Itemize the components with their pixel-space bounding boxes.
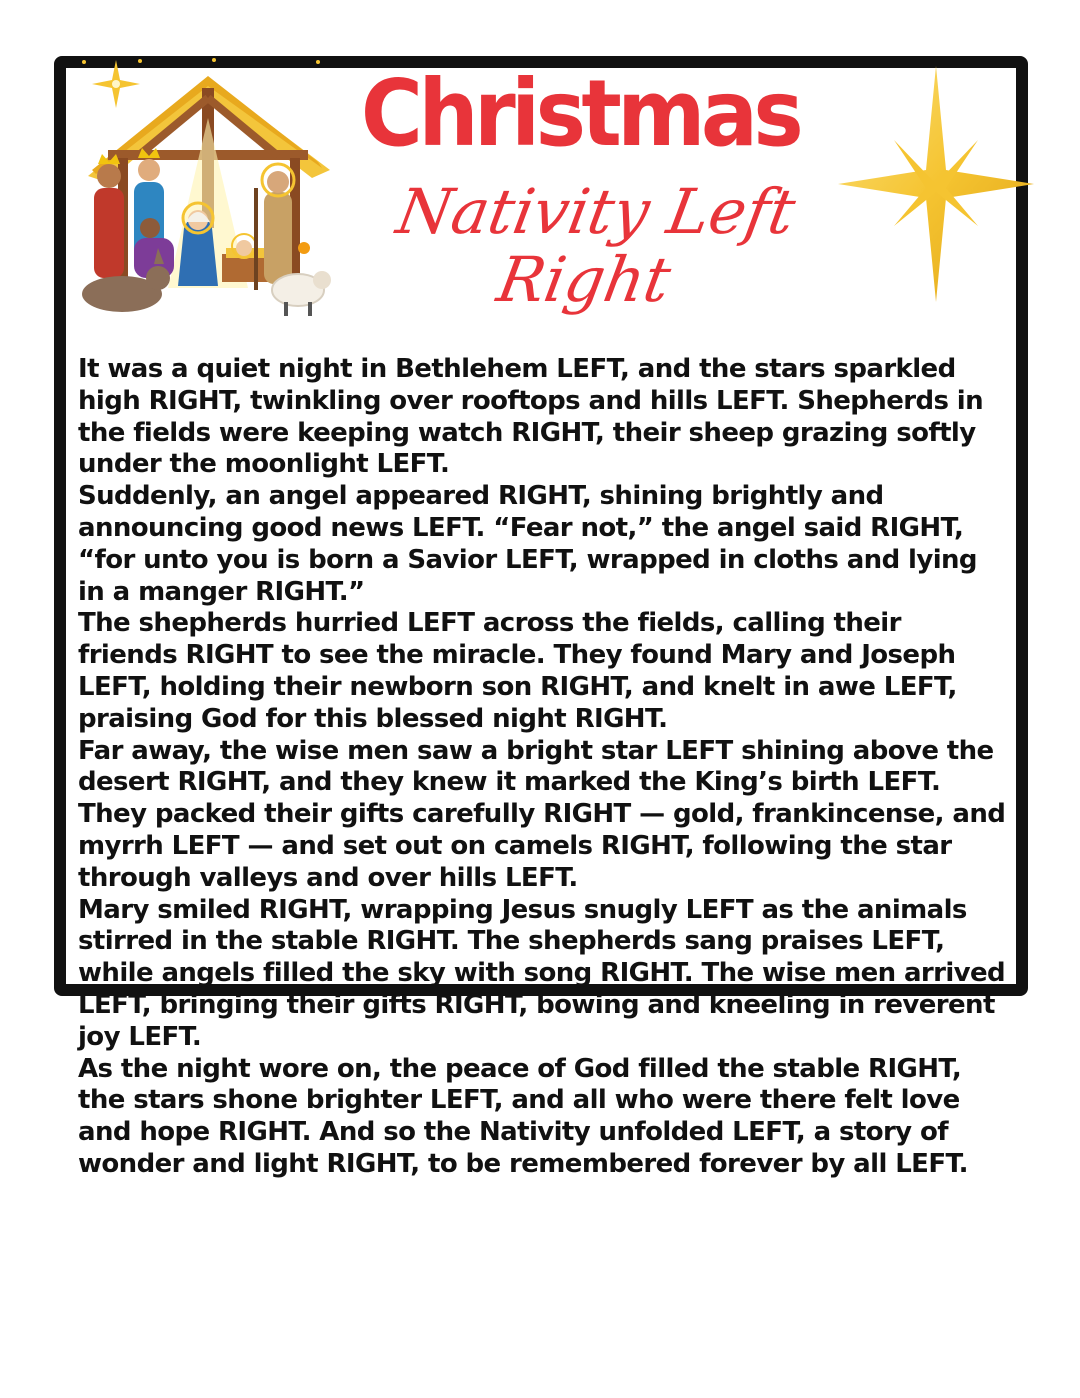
page-title: Christmas (360, 60, 800, 167)
story-text (78, 354, 1008, 1181)
page-subtitle: Nativity Left Right (391, 175, 801, 317)
story-paragraph: It was a quiet night in Bethlehem LEFT, and the stars sparkled high RIGHT, twinkling over rooftops and hills LEFT. Shepherds in the fields were keeping watch RIGHT, their sheep grazing softly under the moonlight LEFT. (78, 354, 984, 480)
story-paragraph: Far away, the wise men saw a bright star LEFT shining above the desert RIGHT, and they knew it marked the King’s birth LEFT. They packed their gifts carefully RIGHT — gold, frankincense, and myrrh LEFT — and set out on camels RIGHT, following the star through valleys and over hills LEFT. (78, 735, 1006, 893)
story-paragraph: Suddenly, an angel appeared RIGHT, shining brightly and announcing good news LEFT. “Fear not,” the angel said RIGHT, “for unto you is born a Savior LEFT, wrapped in cloths and lying in a manger RIGHT.” (78, 481, 977, 607)
star-icon (838, 66, 1034, 302)
story-paragraph: Mary smiled RIGHT, wrapping Jesus snugly LEFT as the animals stirred in the stable RIGHT. The shepherds sang praises LEFT, while angels filled the sky with song RIGHT. The wise men arrived LEFT, bringing their gifts RIGHT, bowing and kneeling in reverent joy LEFT. (78, 894, 1006, 1052)
story-paragraph: The shepherds hurried LEFT across the fields, calling their friends RIGHT to see the miracle. They found Mary and Joseph LEFT, holding their newborn son RIGHT, and knelt in awe LEFT, praising God for this blessed night RIGHT. (78, 608, 957, 734)
small-star-icon (92, 60, 140, 108)
nativity-scene-icon (78, 58, 340, 320)
story-paragraph: As the night wore on, the peace of God filled the stable RIGHT, the stars shone brighter LEFT, and all who were there felt love and hope RIGHT. And so the Nativity unfolded LEFT, a story of wonder and light RIGHT, to be remembered forever by all LEFT. (78, 1053, 968, 1179)
